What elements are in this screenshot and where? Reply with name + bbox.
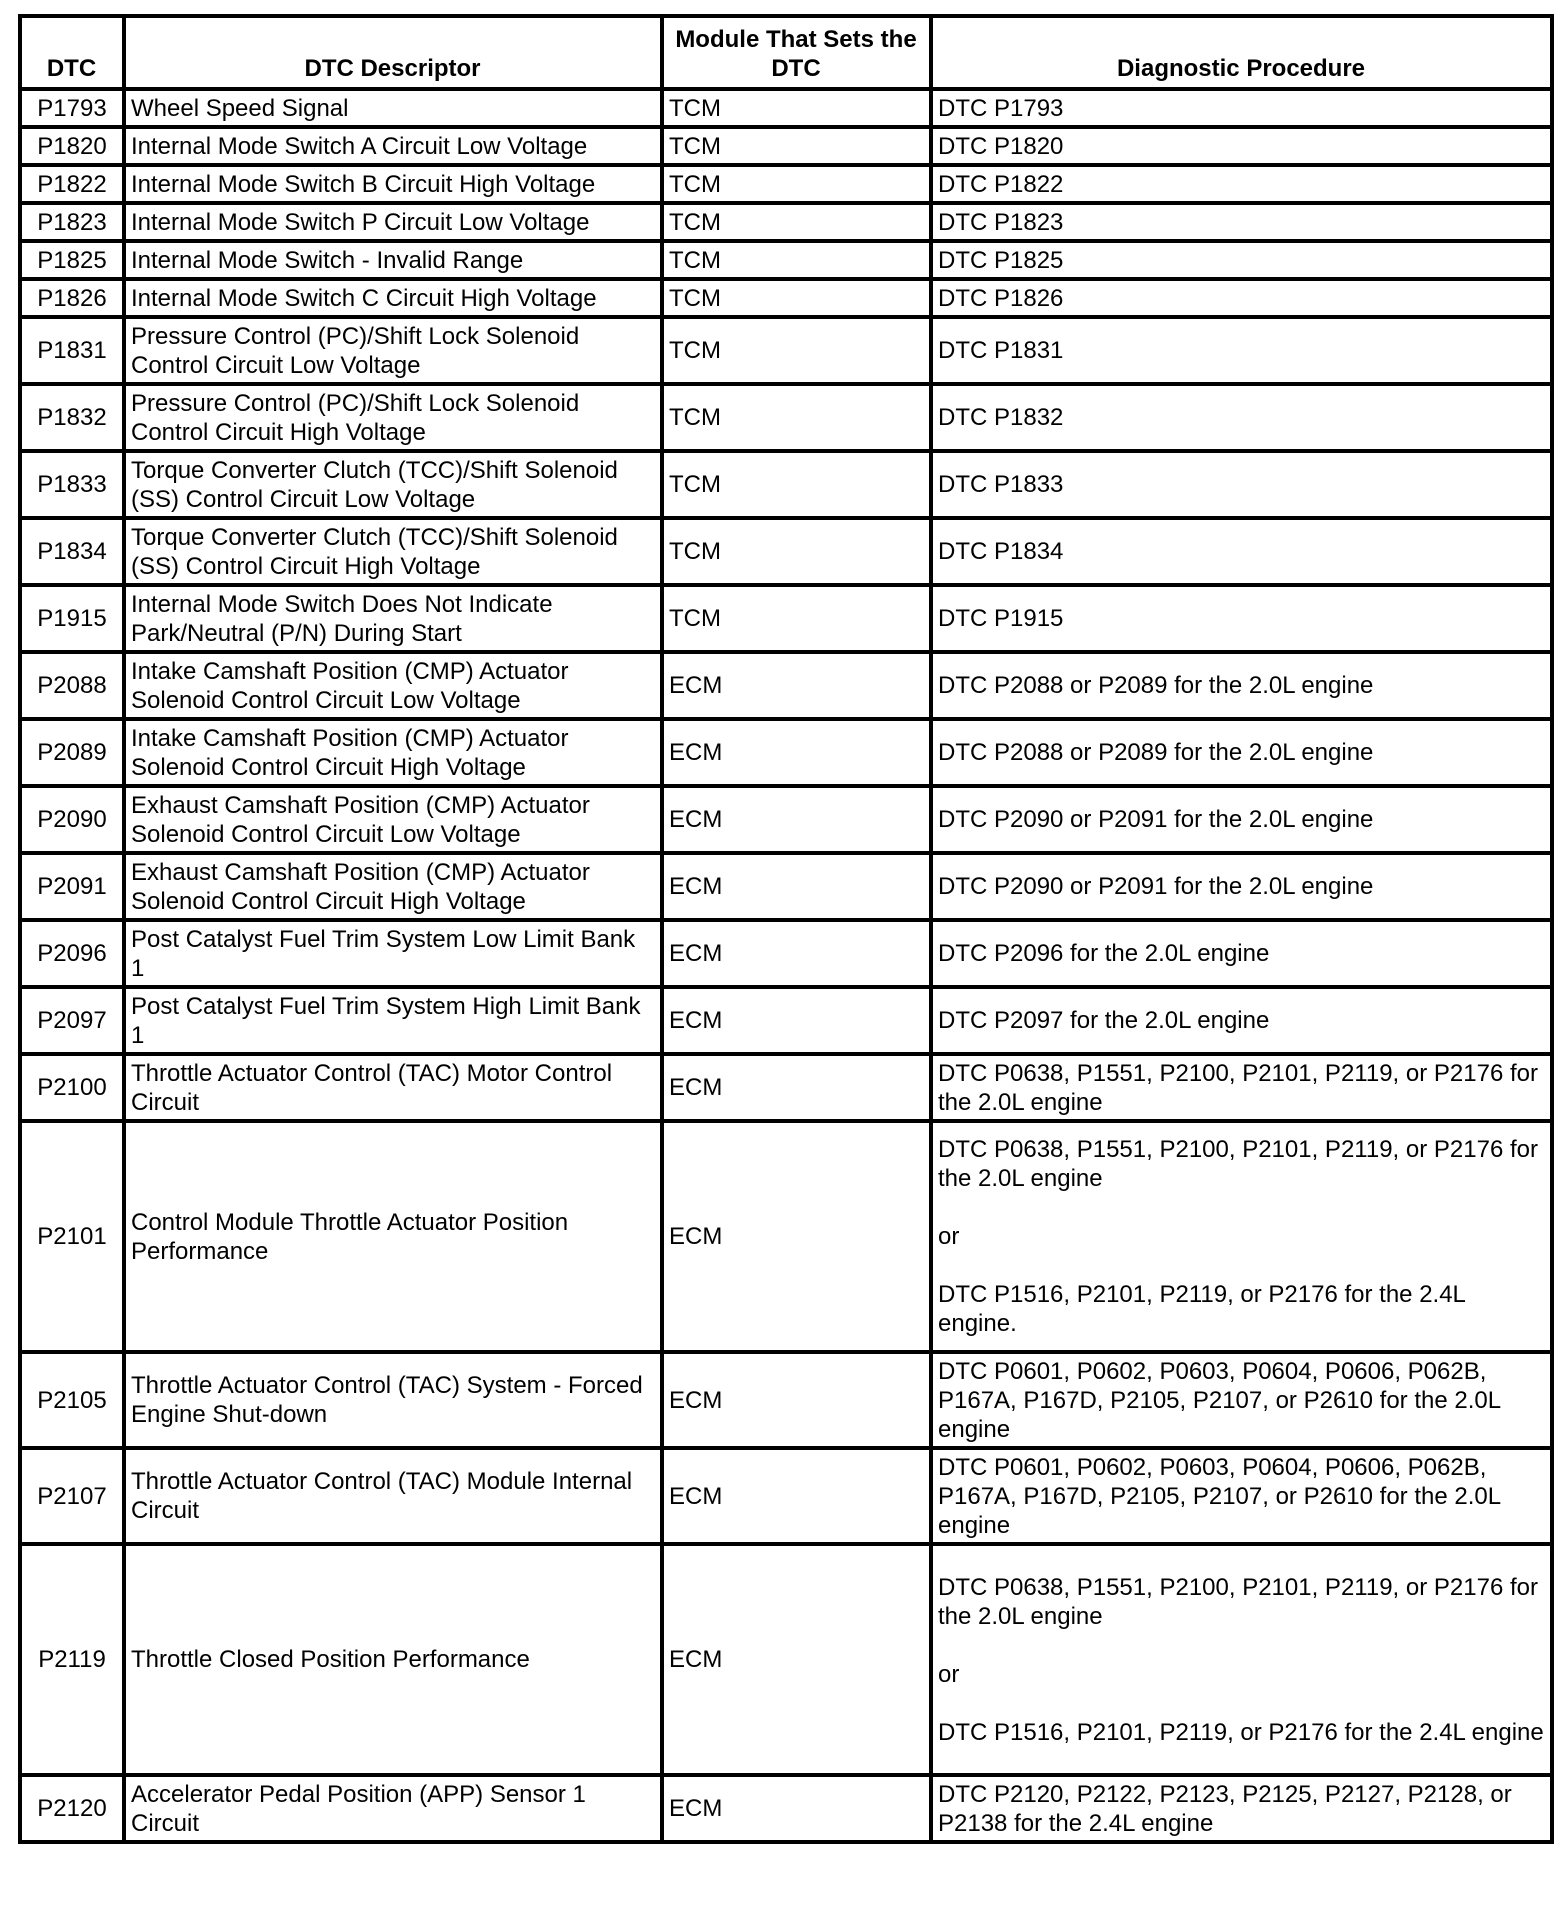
module-cell: TCM [662, 585, 931, 652]
module-cell: ECM [662, 1352, 931, 1448]
dtc-code-cell: P1915 [20, 585, 124, 652]
module-cell: ECM [662, 1775, 931, 1842]
dtc-code-cell: P2089 [20, 719, 124, 786]
dtc-descriptor-cell: Throttle Actuator Control (TAC) System - Forced Engine Shut-down [124, 1352, 662, 1448]
table-row [20, 1352, 1552, 1448]
module-cell: TCM [662, 384, 931, 451]
dtc-descriptor-cell: Internal Mode Switch C Circuit High Voltage [124, 279, 662, 317]
dtc-descriptor-cell: Internal Mode Switch - Invalid Range [124, 241, 662, 279]
dtc-code-cell: P2107 [20, 1448, 124, 1544]
dtc-code-cell: P1822 [20, 165, 124, 203]
diagnostic-procedure-cell: DTC P1831 [931, 317, 1552, 384]
dtc-descriptor-cell: Torque Converter Clutch (TCC)/Shift Solenoid (SS) Control Circuit Low Voltage [124, 451, 662, 518]
dtc-code-cell: P1793 [20, 89, 124, 127]
diagnostic-procedure-cell: DTC P0638, P1551, P2100, P2101, P2119, or P2176 for the 2.0L engine or DTC P1516, P2101, P2119, or P2176 for the 2.4L engine. [931, 1121, 1552, 1352]
dtc-descriptor-cell: Internal Mode Switch Does Not Indicate Park/Neutral (P/N) During Start [124, 585, 662, 652]
diagnostic-procedure-cell: DTC P1832 [931, 384, 1552, 451]
header-module: Module That Sets the DTC [662, 16, 931, 89]
module-cell: ECM [662, 1448, 931, 1544]
diagnostic-procedure-cell: DTC P0638, P1551, P2100, P2101, P2119, or P2176 for the 2.0L engine or DTC P1516, P2101, P2119, or P2176 for the 2.4L engine [931, 1544, 1552, 1775]
dtc-code-cell: P2105 [20, 1352, 124, 1448]
module-cell: TCM [662, 518, 931, 585]
dtc-descriptor-cell: Internal Mode Switch B Circuit High Voltage [124, 165, 662, 203]
module-cell: ECM [662, 1054, 931, 1121]
table-row [20, 203, 1552, 241]
table-row [20, 451, 1552, 518]
diagnostic-procedure-cell: DTC P1793 [931, 89, 1552, 127]
dtc-descriptor-cell: Throttle Actuator Control (TAC) Motor Control Circuit [124, 1054, 662, 1121]
header-dtc: DTC [20, 16, 124, 89]
module-cell: ECM [662, 920, 931, 987]
table-row [20, 279, 1552, 317]
dtc-code-cell: P1820 [20, 127, 124, 165]
dtc-code-cell: P1823 [20, 203, 124, 241]
diagnostic-procedure-cell: DTC P0601, P0602, P0603, P0604, P0606, P062B, P167A, P167D, P2105, P2107, or P2610 for the 2.0L engine [931, 1352, 1552, 1448]
module-cell: ECM [662, 719, 931, 786]
table-row [20, 1448, 1552, 1544]
table-row [20, 853, 1552, 920]
module-cell: ECM [662, 1544, 931, 1775]
diagnostic-procedure-cell: DTC P2120, P2122, P2123, P2125, P2127, P2128, or P2138 for the 2.4L engine [931, 1775, 1552, 1842]
module-cell: ECM [662, 1121, 931, 1352]
dtc-descriptor-cell: Wheel Speed Signal [124, 89, 662, 127]
dtc-code-cell: P2119 [20, 1544, 124, 1775]
diagnostic-procedure-cell: DTC P1823 [931, 203, 1552, 241]
dtc-descriptor-cell: Internal Mode Switch A Circuit Low Voltage [124, 127, 662, 165]
dtc-descriptor-cell: Throttle Actuator Control (TAC) Module Internal Circuit [124, 1448, 662, 1544]
dtc-code-cell: P1831 [20, 317, 124, 384]
dtc-descriptor-cell: Torque Converter Clutch (TCC)/Shift Solenoid (SS) Control Circuit High Voltage [124, 518, 662, 585]
diagnostic-procedure-cell: DTC P2088 or P2089 for the 2.0L engine [931, 719, 1552, 786]
diagnostic-procedure-cell: DTC P1833 [931, 451, 1552, 518]
dtc-descriptor-cell: Accelerator Pedal Position (APP) Sensor 1 Circuit [124, 1775, 662, 1842]
dtc-descriptor-cell: Intake Camshaft Position (CMP) Actuator Solenoid Control Circuit High Voltage [124, 719, 662, 786]
module-cell: TCM [662, 127, 931, 165]
dtc-code-cell: P1825 [20, 241, 124, 279]
diagnostic-procedure-cell: DTC P2090 or P2091 for the 2.0L engine [931, 853, 1552, 920]
diagnostic-procedure-cell: DTC P2088 or P2089 for the 2.0L engine [931, 652, 1552, 719]
table-row [20, 1121, 1552, 1352]
dtc-code-cell: P2090 [20, 786, 124, 853]
header-procedure: Diagnostic Procedure [931, 16, 1552, 89]
module-cell: ECM [662, 987, 931, 1054]
dtc-descriptor-cell: Pressure Control (PC)/Shift Lock Solenoid Control Circuit High Voltage [124, 384, 662, 451]
diagnostic-procedure-cell: DTC P1825 [931, 241, 1552, 279]
table-row [20, 518, 1552, 585]
diagnostic-procedure-cell: DTC P2097 for the 2.0L engine [931, 987, 1552, 1054]
table-row [20, 719, 1552, 786]
table-row [20, 241, 1552, 279]
diagnostic-procedure-cell: DTC P0638, P1551, P2100, P2101, P2119, or P2176 for the 2.0L engine [931, 1054, 1552, 1121]
table-row [20, 89, 1552, 127]
dtc-descriptor-cell: Post Catalyst Fuel Trim System Low Limit Bank 1 [124, 920, 662, 987]
dtc-descriptor-cell: Exhaust Camshaft Position (CMP) Actuator Solenoid Control Circuit Low Voltage [124, 786, 662, 853]
dtc-descriptor-cell: Throttle Closed Position Performance [124, 1544, 662, 1775]
dtc-code-cell: P2096 [20, 920, 124, 987]
dtc-code-cell: P2120 [20, 1775, 124, 1842]
dtc-code-cell: P2097 [20, 987, 124, 1054]
dtc-descriptor-cell: Internal Mode Switch P Circuit Low Voltage [124, 203, 662, 241]
diagnostic-procedure-cell: DTC P0601, P0602, P0603, P0604, P0606, P062B, P167A, P167D, P2105, P2107, or P2610 for the 2.0L engine [931, 1448, 1552, 1544]
module-cell: TCM [662, 89, 931, 127]
dtc-code-cell: P1832 [20, 384, 124, 451]
module-cell: TCM [662, 165, 931, 203]
dtc-descriptor-cell: Post Catalyst Fuel Trim System High Limit Bank 1 [124, 987, 662, 1054]
diagnostic-procedure-cell: DTC P2090 or P2091 for the 2.0L engine [931, 786, 1552, 853]
dtc-code-cell: P2091 [20, 853, 124, 920]
table-row [20, 1544, 1552, 1775]
module-cell: ECM [662, 853, 931, 920]
table-row [20, 1054, 1552, 1121]
table-row [20, 384, 1552, 451]
dtc-descriptor-cell: Exhaust Camshaft Position (CMP) Actuator Solenoid Control Circuit High Voltage [124, 853, 662, 920]
dtc-descriptor-cell: Control Module Throttle Actuator Position Performance [124, 1121, 662, 1352]
table-body [20, 89, 1552, 1842]
dtc-code-cell: P1834 [20, 518, 124, 585]
module-cell: TCM [662, 203, 931, 241]
dtc-code-cell: P2101 [20, 1121, 124, 1352]
table-header-row [20, 16, 1552, 89]
module-cell: ECM [662, 786, 931, 853]
dtc-descriptor-cell: Pressure Control (PC)/Shift Lock Solenoid Control Circuit Low Voltage [124, 317, 662, 384]
table-row [20, 1775, 1552, 1842]
diagnostic-procedure-cell: DTC P1826 [931, 279, 1552, 317]
dtc-table [18, 14, 1554, 1844]
diagnostic-procedure-cell: DTC P2096 for the 2.0L engine [931, 920, 1552, 987]
table-row [20, 786, 1552, 853]
table-row [20, 987, 1552, 1054]
dtc-code-cell: P2088 [20, 652, 124, 719]
table-row [20, 652, 1552, 719]
table-row [20, 317, 1552, 384]
diagnostic-procedure-cell: DTC P1915 [931, 585, 1552, 652]
module-cell: TCM [662, 241, 931, 279]
diagnostic-procedure-cell: DTC P1822 [931, 165, 1552, 203]
table-row [20, 165, 1552, 203]
dtc-code-cell: P1826 [20, 279, 124, 317]
table-row [20, 585, 1552, 652]
table-row [20, 127, 1552, 165]
module-cell: TCM [662, 451, 931, 518]
module-cell: ECM [662, 652, 931, 719]
diagnostic-procedure-cell: DTC P1820 [931, 127, 1552, 165]
dtc-code-cell: P1833 [20, 451, 124, 518]
table-row [20, 920, 1552, 987]
dtc-descriptor-cell: Intake Camshaft Position (CMP) Actuator Solenoid Control Circuit Low Voltage [124, 652, 662, 719]
header-descriptor: DTC Descriptor [124, 16, 662, 89]
module-cell: TCM [662, 317, 931, 384]
dtc-code-cell: P2100 [20, 1054, 124, 1121]
diagnostic-procedure-cell: DTC P1834 [931, 518, 1552, 585]
module-cell: TCM [662, 279, 931, 317]
